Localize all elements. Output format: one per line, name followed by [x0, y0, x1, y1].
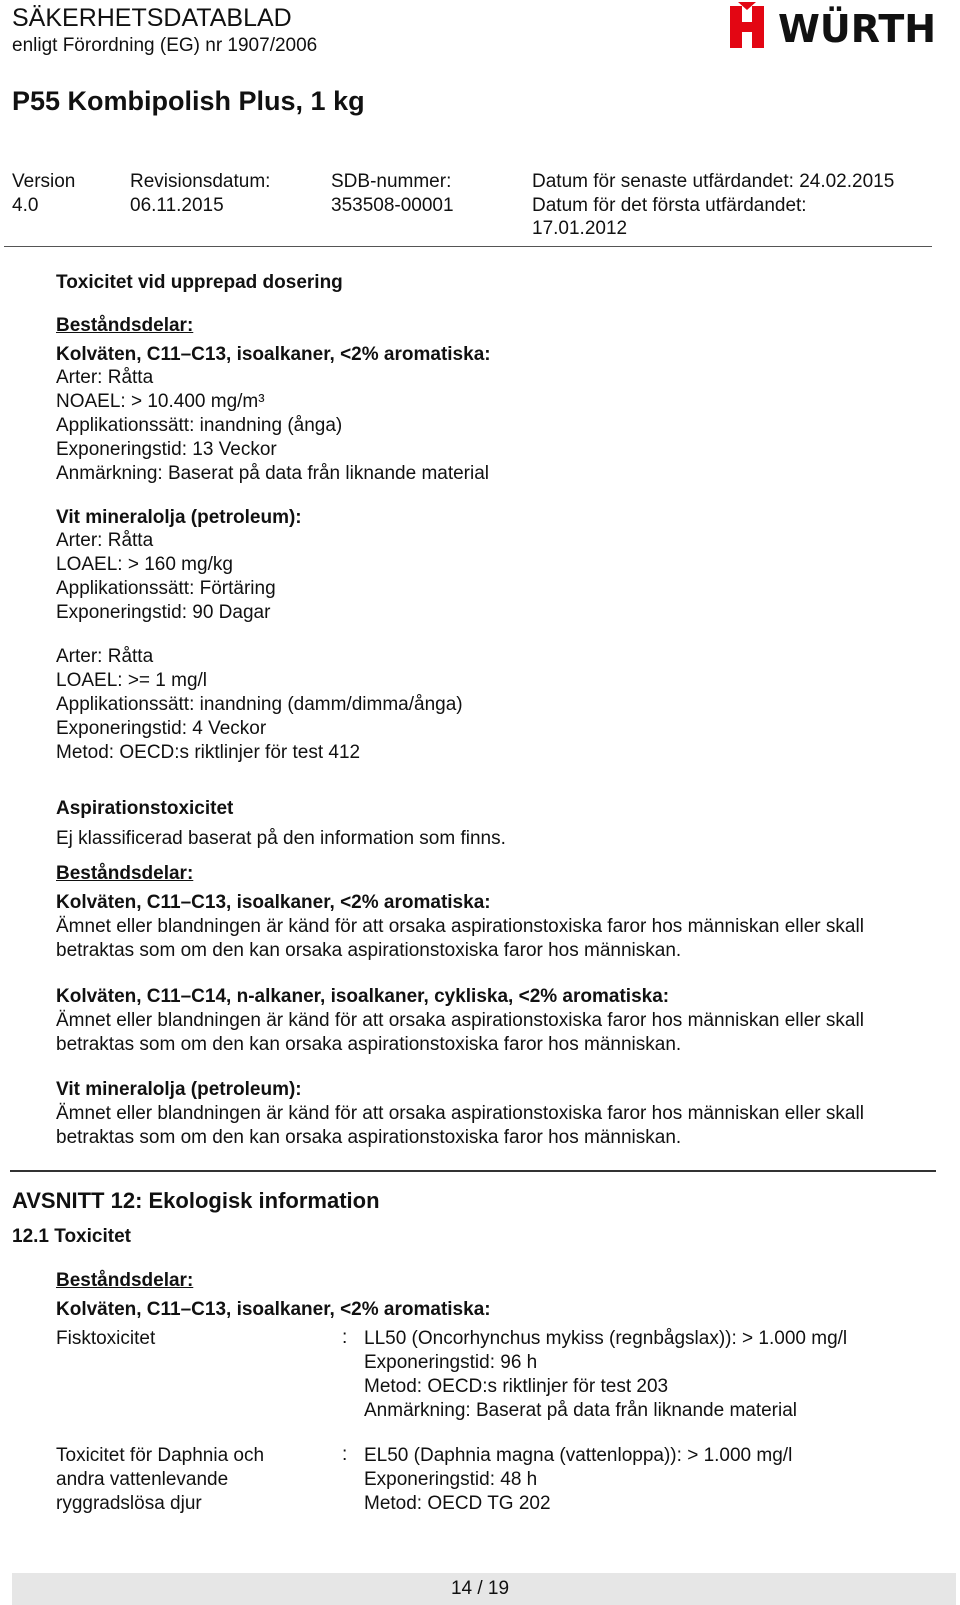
- component-name: Vit mineralolja (petroleum):: [56, 1079, 302, 1100]
- value-line: Metod: OECD TG 202: [364, 1493, 551, 1514]
- detail-line: LOAEL: > 160 mg/kg: [56, 554, 233, 575]
- sdb-value: 353508-00001: [331, 195, 454, 216]
- section-divider: [10, 1170, 936, 1172]
- detail-line: Arter: Råtta: [56, 367, 154, 388]
- property-colon: :: [342, 1327, 348, 1348]
- detail-line: Arter: Råtta: [56, 646, 154, 667]
- regulation-subtitle: enligt Förordning (EG) nr 1907/2006: [12, 35, 318, 56]
- property-label: [56, 1444, 264, 1516]
- label-line: ryggradslösa djur: [56, 1493, 202, 1514]
- value-line: Metod: OECD:s riktlinjer för test 203: [364, 1376, 669, 1397]
- component-name: Kolväten, C11–C13, isoalkaner, <2% aromatiska:: [56, 892, 491, 913]
- detail-line: NOAEL: > 10.400 mg/m³: [56, 391, 265, 412]
- value-line: Anmärkning: Baserat på data från liknande material: [364, 1400, 798, 1421]
- component-details: [56, 529, 276, 625]
- value-line: EL50 (Daphnia magna (vattenloppa)): > 1.000 mg/l: [364, 1445, 793, 1466]
- value-line: Exponeringstid: 48 h: [364, 1469, 538, 1490]
- header-divider: [4, 246, 932, 247]
- detail-line: LOAEL: >= 1 mg/l: [56, 670, 208, 691]
- detail-line: Applikationssätt: inandning (ånga): [56, 415, 343, 436]
- detail-line: Anmärkning: Baserat på data från liknande material: [56, 463, 490, 484]
- component-details: [56, 645, 463, 765]
- property-colon: :: [342, 1444, 348, 1465]
- component-name: Vit mineralolja (petroleum):: [56, 507, 302, 528]
- detail-line: Exponeringstid: 90 Dagar: [56, 602, 271, 623]
- components-label: Beståndsdelar:: [56, 315, 194, 336]
- aspiration-item: [56, 891, 864, 963]
- property-value: [364, 1327, 847, 1423]
- version-label: Version: [12, 171, 76, 192]
- wurth-logo-mark: [730, 2, 764, 48]
- sdb-label: SDB-nummer:: [331, 171, 452, 192]
- first-issue-value: 17.01.2012: [532, 218, 628, 239]
- product-name: P55 Kombipolish Plus, 1 kg: [12, 86, 365, 116]
- revision-value: 06.11.2015: [130, 195, 224, 216]
- subsection-title: 12.1 Toxicitet: [12, 1226, 131, 1247]
- repeated-dose-heading: Toxicitet vid upprepad dosering: [56, 272, 343, 293]
- detail-line: betraktas som om den kan orsaka aspirationstoxiska faror hos människan.: [56, 940, 682, 961]
- detail-line: Ämnet eller blandningen är känd för att orsaka aspirationstoxiska faror hos människan eller skall: [56, 916, 864, 937]
- label-line: Fisktoxicitet: [56, 1328, 156, 1349]
- page-number: 14 / 19: [450, 1578, 510, 1599]
- label-line: Toxicitet för Daphnia och: [56, 1445, 265, 1466]
- components-label: Beståndsdelar:: [56, 863, 194, 884]
- aspiration-item: [56, 1078, 864, 1150]
- detail-line: Arter: Råtta: [56, 530, 154, 551]
- component-name: Kolväten, C11–C13, isoalkaner, <2% aromatiska:: [56, 1299, 491, 1320]
- detail-line: Exponeringstid: 13 Veckor: [56, 439, 277, 460]
- latest-issue-date: Datum för senaste utfärdandet: 24.02.2015: [532, 171, 895, 192]
- wurth-logo: [730, 2, 954, 52]
- property-label: [56, 1327, 155, 1351]
- component-name: Kolväten, C11–C13, isoalkaner, <2% aromatiska:: [56, 344, 491, 365]
- component-name: Kolväten, C11–C14, n-alkaner, isoalkaner, cykliska, <2% aromatiska:: [56, 986, 670, 1007]
- components-label: Beståndsdelar:: [56, 1270, 194, 1291]
- detail-line: Exponeringstid: 4 Veckor: [56, 718, 267, 739]
- document-title: SÄKERHETSDATABLAD: [12, 4, 292, 32]
- wurth-logo-text: WÜRTH: [778, 7, 937, 51]
- version-value: 4.0: [12, 195, 39, 216]
- value-line: Exponeringstid: 96 h: [364, 1352, 538, 1373]
- aspiration-heading: Aspirationstoxicitet: [56, 798, 234, 819]
- value-line: LL50 (Oncorhynchus mykiss (regnbågslax)): > 1.000 mg/l: [364, 1328, 848, 1349]
- label-line: andra vattenlevande: [56, 1469, 229, 1490]
- aspiration-summary: Ej klassificerad baserat på den information som finns.: [56, 828, 506, 849]
- detail-line: betraktas som om den kan orsaka aspirationstoxiska faror hos människan.: [56, 1127, 682, 1148]
- component-details: [56, 366, 489, 486]
- detail-line: Applikationssätt: inandning (damm/dimma/ånga): [56, 694, 463, 715]
- detail-line: betraktas som om den kan orsaka aspirationstoxiska faror hos människan.: [56, 1034, 682, 1055]
- detail-line: Ämnet eller blandningen är känd för att orsaka aspirationstoxiska faror hos människan eller skall: [56, 1103, 864, 1124]
- revision-label: Revisionsdatum:: [130, 171, 271, 192]
- property-value: [364, 1444, 792, 1516]
- detail-line: Applikationssätt: Förtäring: [56, 578, 276, 599]
- aspiration-item: [56, 985, 864, 1057]
- detail-line: Metod: OECD:s riktlinjer för test 412: [56, 742, 361, 763]
- detail-line: Ämnet eller blandningen är känd för att orsaka aspirationstoxiska faror hos människan eller skall: [56, 1010, 864, 1031]
- first-issue-label: Datum för det första utfärdandet:: [532, 195, 807, 216]
- section-title: AVSNITT 12: Ekologisk information: [12, 1188, 380, 1213]
